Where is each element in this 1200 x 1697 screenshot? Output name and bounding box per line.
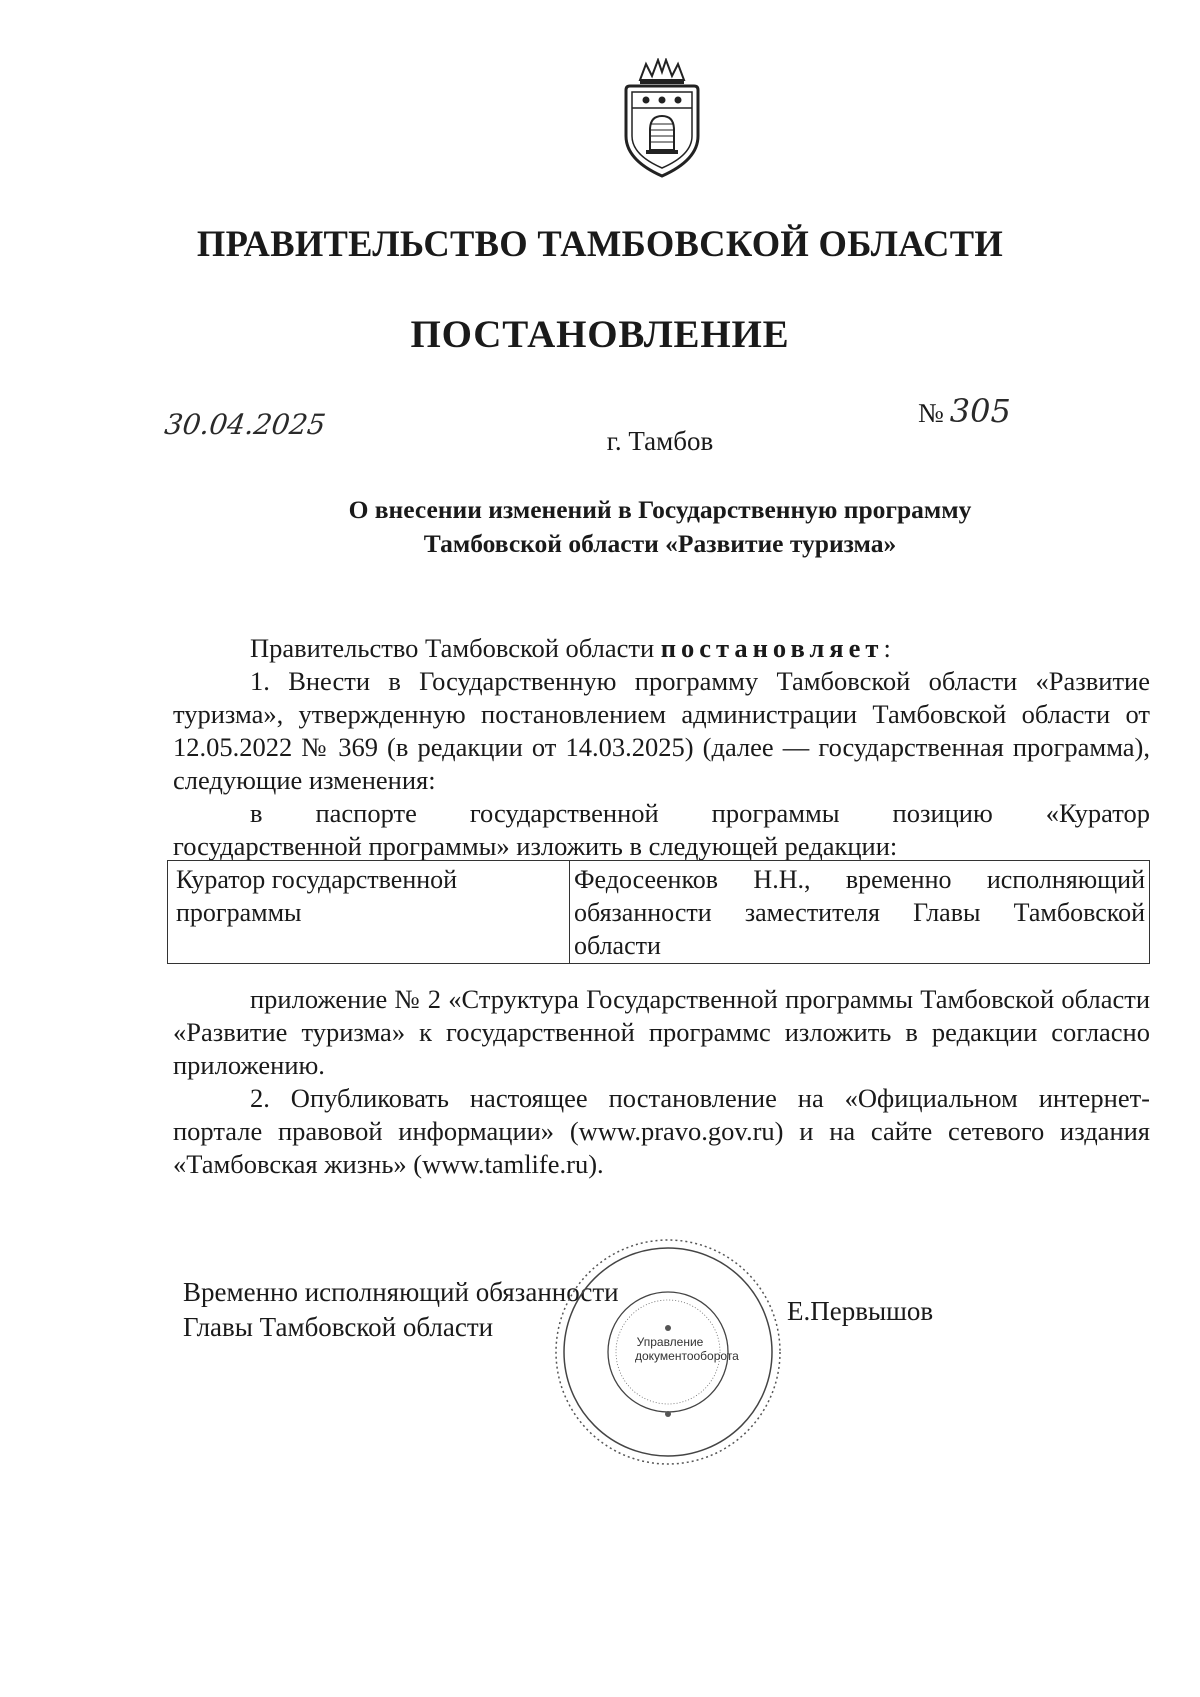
signature-position-line-2: Главы Тамбовской области	[183, 1312, 494, 1342]
intro-text: Правительство Тамбовской области	[250, 633, 655, 663]
item-2-paragraph: 2. Опубликовать настоящее постановление на «Официальном интернет-портале правовой информации» (www.pravo.gov.ru) и на сайте сетевого издания «Тамбовская жизнь» (www.tamlife.ru).	[173, 1083, 1150, 1179]
item-1-line-1: в паспорте государственной программы позицию «Куратор	[250, 798, 1150, 828]
intro-verb: постановляет	[660, 633, 884, 663]
table-cell-curator: Федосеенков Н.Н., временно исполняющий обязанности заместителя Главы Тамбовской области	[574, 865, 1145, 960]
stamp-center-text: Управление документооборота	[635, 1335, 739, 1363]
table-cell-position: Куратор государственной программы	[168, 861, 570, 963]
heading-line-1: О внесении изменений в Государственную программу	[348, 495, 972, 524]
intro-paragraph	[173, 632, 1150, 665]
document-number	[918, 392, 1011, 430]
signature-position-line-1: Временно исполняющий обязанности	[183, 1277, 619, 1307]
number-value: 305	[949, 392, 1011, 430]
city: г. Тамбов	[606, 426, 714, 456]
coat-of-arms-icon	[612, 58, 712, 180]
document-date: 30.04.2025	[162, 408, 328, 441]
document-body	[173, 632, 1150, 863]
document-type-title: ПОСТАНОВЛЕНИЕ	[410, 313, 790, 356]
heading-line-2: Тамбовской области «Развитие туризма»	[423, 529, 897, 558]
curator-table	[167, 860, 1150, 964]
appendix-paragraph: приложение № 2 «Структура Государственной программы Тамбовской области «Развитие туризма» к государственной программс изложить в редакции согласно приложению.	[173, 984, 1150, 1080]
signer-name: Е.Первышов	[787, 1296, 934, 1326]
number-label: №	[918, 398, 944, 428]
document-body-continued	[173, 983, 1150, 1181]
organization-title: ПРАВИТЕЛЬСТВО ТАМБОВСКОЙ ОБЛАСТИ	[196, 223, 1004, 264]
item-1-line-2: государственной программы» изложить в следующей редакции:	[173, 831, 898, 861]
item-1-paragraph: 1. Внести в Государственную программу Тамбовской области «Развитие туризма», утвержденную постановлением администрации Тамбовской области от 12.05.2022 № 369 (в редакции от 14.03.2025) (далее — государственная программа), следующие изменения:	[173, 666, 1150, 795]
intro-colon: :	[883, 633, 891, 663]
document-heading	[0, 493, 1200, 561]
